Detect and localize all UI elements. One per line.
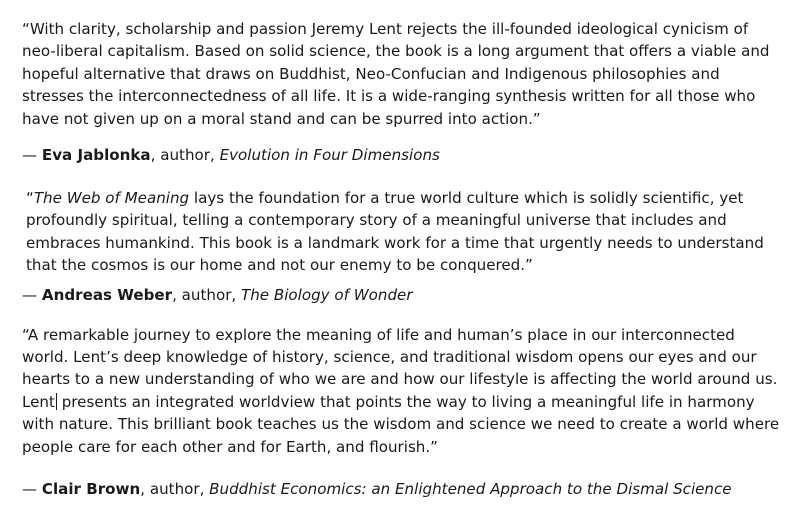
blurb-attribution-weber (22, 284, 782, 306)
document-body[interactable] (22, 18, 782, 500)
author-name: Eva Jablonka (41, 146, 151, 165)
author-role: , author, (172, 285, 242, 304)
author-role: , author, (150, 146, 220, 165)
author-name: Andreas Weber (41, 285, 173, 304)
attribution-dash: — (22, 285, 42, 304)
blurb-attribution-brown (22, 478, 782, 500)
book-title: Evolution in Four Dimensions (219, 146, 440, 165)
book-title-in-quote: The Web of Meaning (33, 189, 190, 208)
blurb-quote-jablonka (22, 18, 782, 130)
attribution-dash: — (22, 480, 42, 499)
author-name: Clair Brown (41, 480, 141, 499)
book-title: The Biology of Wonder (241, 285, 413, 304)
quote-text-continued: presents an integrated worldview that points the way to living a meaningful life in harmony with nature. This brilliant book teaches us the wisdom and science we need to create a world where people care for each other and for Earth, and flourish.” (22, 392, 780, 456)
attribution-dash: — (22, 146, 42, 165)
quote-text: “A remarkable journey to explore the meaning of life and human’s place in our interconnected world. Lent’s deep knowledge of history, science, and traditional wisdom opens our eyes and our hearts to a new understanding of who we are and how our lifestyle is affecting the world around us. Lent (22, 325, 778, 411)
blurb-quote-brown (22, 324, 782, 458)
book-title: Buddhist Economics: an Enlightened Approach to the Dismal Science (209, 480, 732, 499)
blurb-quote-weber (22, 187, 782, 277)
quote-text: “With clarity, scholarship and passion Jeremy Lent rejects the ill-founded ideological cynicism of neo-liberal capitalism. Based on solid science, the book is a long argument that offers a viable and hopeful alternative that draws on Buddhist, Neo-Confucian and Indigenous philosophies and stresses the interconnectedness of all life. It is a wide-ranging synthesis written for all those who have not given up on a moral stand and can be spurred into action.” (22, 20, 770, 128)
author-role: , author, (140, 480, 210, 499)
quote-text: lays the foundation for a true world culture which is solidly scientific, yet profoundly spiritual, telling a contemporary story of a meaningful universe that includes and embraces humankind. This book is a landmark work for a time that urgently needs to understand that the cosmos is our home and not our enemy to be conquered.” (26, 189, 764, 275)
quote-open-mark: “ (26, 189, 34, 208)
blurb-attribution-jablonka (22, 144, 782, 166)
